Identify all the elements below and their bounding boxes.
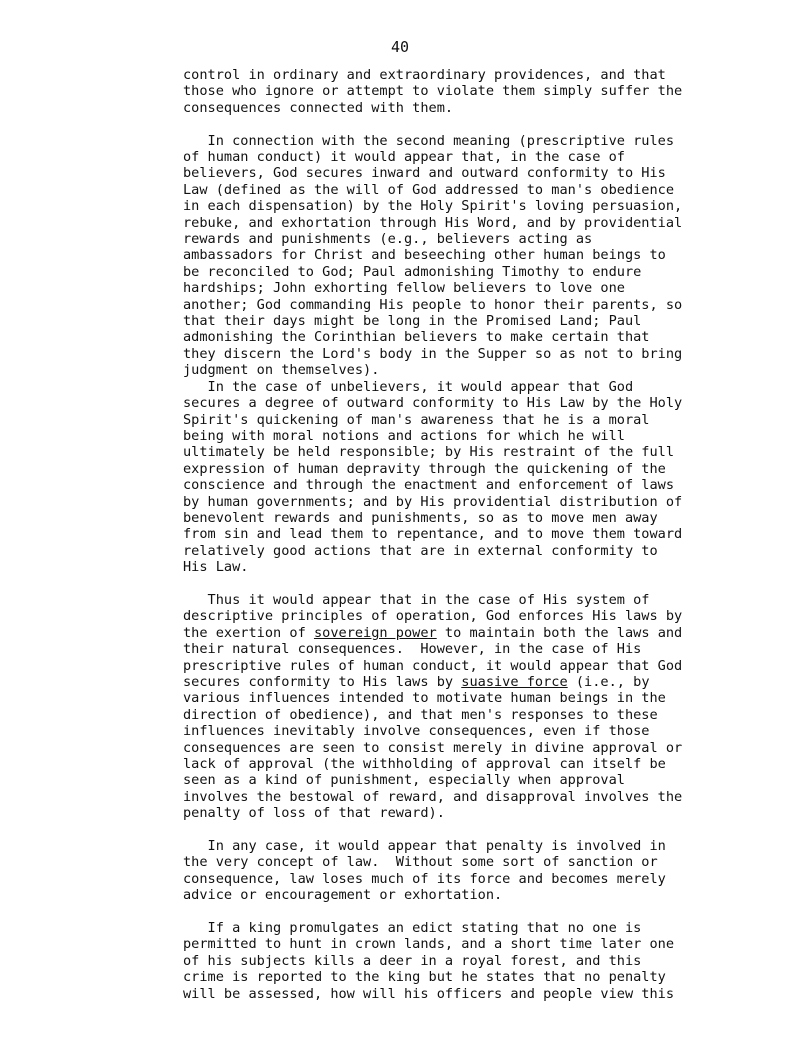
text-line: admonishing the Corinthian believers to make certain that — [183, 329, 650, 346]
text-line: consequences connected with them. — [183, 99, 454, 116]
underlined-phrase: suasive force — [461, 674, 568, 690]
text-line: prescriptive rules of human conduct, it would appear that God — [183, 657, 683, 674]
text-line: seen as a kind of punishment, especially when approval — [183, 772, 625, 789]
text-line: consequences are seen to consist merely in divine approval or — [183, 739, 683, 756]
paragraph-gap — [183, 822, 783, 838]
text-line: Law (defined as the will of God addressed to man's obedience — [183, 181, 675, 198]
text-line: benevolent rewards and punishments, so as to move men away — [183, 509, 658, 526]
text-segment: (i.e., by — [567, 674, 650, 690]
paragraph-1 — [183, 67, 783, 116]
paragraph-4 — [183, 592, 783, 822]
text-line — [183, 625, 783, 641]
text-segment: secures conformity to His laws by — [183, 674, 462, 690]
text-line: from sin and lead them to repentance, and to move them toward — [183, 526, 683, 543]
text-line: If a king promulgates an edict stating that no one is — [183, 920, 642, 937]
text-line: control in ordinary and extraordinary providences, and that — [183, 67, 666, 83]
page-number: 40 — [390, 38, 410, 56]
text-line: lack of approval (the withholding of approval can itself be — [183, 756, 666, 773]
paragraph-gap — [183, 904, 783, 920]
text-line: His Law. — [183, 559, 249, 576]
text-line: relatively good actions that are in external conformity to — [183, 542, 658, 559]
text-line: by human governments; and by His providential distribution of — [183, 493, 683, 510]
text-line: rebuke, and exhortation through His Word, and by providential — [183, 214, 683, 231]
text-line: In any case, it would appear that penalty is involved in — [183, 838, 666, 855]
text-line: Thus it would appear that in the case of His system of — [183, 591, 650, 608]
text-line: their natural consequences. However, in the case of His — [183, 641, 642, 658]
text-line — [183, 674, 783, 690]
text-line: of his subjects kills a deer in a royal forest, and this — [183, 952, 642, 969]
text-line: expression of human depravity through the quickening of the — [183, 460, 666, 477]
text-line: conscience and through the enactment and enforcement of laws — [183, 477, 675, 494]
text-line: In connection with the second meaning (prescriptive rules — [183, 132, 675, 149]
text-line: penalty of loss of that reward). — [183, 805, 445, 822]
underlined-phrase: sovereign power — [313, 624, 437, 641]
text-line: hardships; John exhorting fellow believers to love one — [183, 280, 625, 297]
text-line: involves the bestowal of reward, and disapproval involves the — [183, 788, 683, 805]
text-line: consequence, law loses much of its force and becomes merely — [183, 870, 666, 887]
text-line: descriptive principles of operation, God enforces His laws by — [183, 608, 683, 625]
paragraph-6 — [183, 920, 783, 1002]
text-line: the very concept of law. Without some sort of sanction or — [183, 854, 658, 871]
text-line: various influences intended to motivate human beings in the — [183, 690, 666, 707]
text-segment: the exertion of — [183, 624, 314, 641]
text-line: they discern the Lord's body in the Supper so as not to bring — [183, 345, 683, 362]
text-line: direction of obedience), and that men's responses to these — [183, 706, 658, 723]
paragraph-gap — [183, 576, 783, 592]
text-line: ultimately be held responsible; by His restraint of the full — [183, 444, 675, 461]
text-line: Spirit's quickening of man's awareness that he is a moral — [183, 411, 650, 428]
text-line: believers, God secures inward and outward conformity to His — [183, 165, 666, 182]
text-line: rewards and punishments (e.g., believers acting as — [183, 231, 593, 248]
paragraph-2 — [183, 133, 783, 379]
text-segment: to maintain both the laws and — [436, 624, 683, 641]
text-line: advice or encouragement or exhortation. — [183, 887, 503, 904]
text-line: ambassadors for Christ and beseeching other human beings to — [183, 247, 666, 264]
text-line: influences inevitably involve consequences, even if those — [183, 723, 650, 740]
text-line: permitted to hunt in crown lands, and a short time later one — [183, 936, 675, 953]
text-line: judgment on themselves). — [183, 362, 380, 379]
text-line: another; God commanding His people to honor their parents, so — [183, 296, 683, 313]
text-line: in each dispensation) by the Holy Spirit's loving persuasion, — [183, 198, 683, 215]
text-line: will be assessed, how will his officers and people view this — [183, 985, 675, 1002]
text-line: be reconciled to God; Paul admonishing Timothy to endure — [183, 263, 642, 280]
paragraph-5 — [183, 838, 783, 904]
text-line: crime is reported to the king but he states that no penalty — [183, 969, 666, 986]
text-line: that their days might be long in the Promised Land; Paul — [183, 313, 642, 330]
text-line: being with moral notions and actions for which he will — [183, 427, 625, 444]
text-line: secures a degree of outward conformity to His Law by the Holy — [183, 395, 683, 412]
text-line: of human conduct) it would appear that, in the case of — [183, 149, 625, 166]
body-text — [183, 67, 783, 1002]
paragraph-gap — [183, 116, 783, 132]
paragraph-3 — [183, 379, 783, 576]
text-line: those who ignore or attempt to violate them simply suffer the — [183, 83, 683, 100]
text-line: In the case of unbelievers, it would appear that God — [183, 378, 634, 395]
